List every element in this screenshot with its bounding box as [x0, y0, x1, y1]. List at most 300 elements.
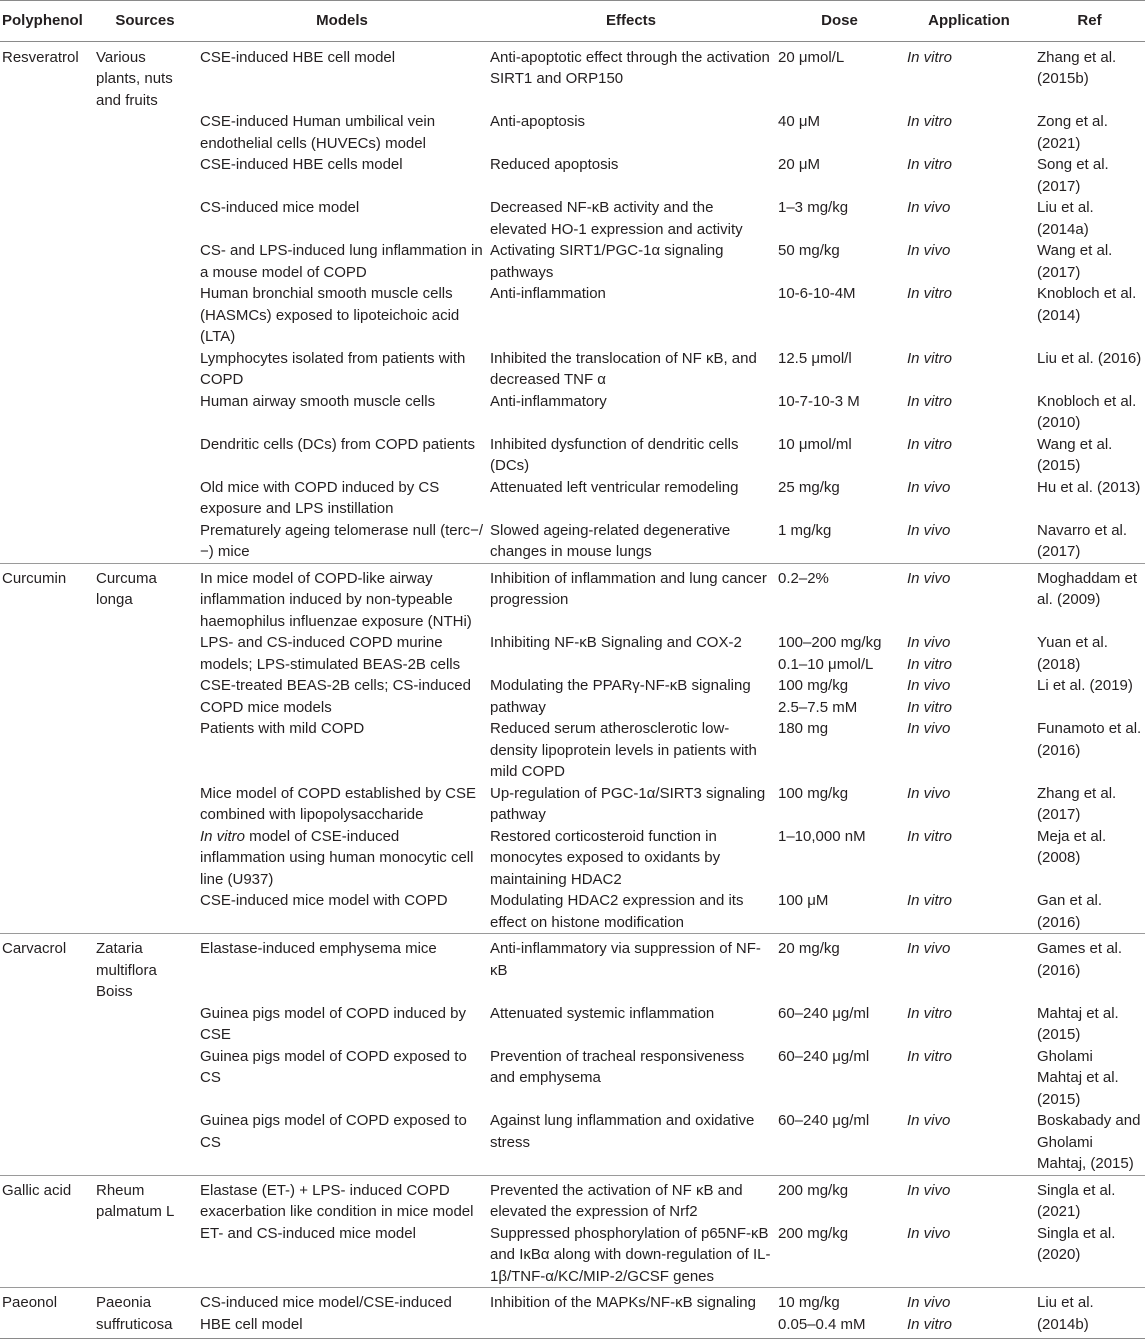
- cell-polyphenol: [0, 1223, 93, 1288]
- cell-polyphenol: [0, 477, 93, 520]
- sources-text: Paeonia suffruticosa: [96, 1294, 173, 1333]
- cell-model: [197, 632, 487, 675]
- cell-sources: [93, 154, 197, 197]
- cell-polyphenol: [0, 348, 93, 391]
- ref-text: Mahtaj et al. (2015): [1037, 1004, 1119, 1043]
- cell-dose: [775, 434, 904, 477]
- application-value: In vitro: [907, 113, 953, 130]
- application-value: In vitro: [907, 48, 953, 66]
- cell-effect: [487, 783, 775, 826]
- ref-text: Gan et al. (2016): [1037, 892, 1103, 931]
- cell-sources: [93, 675, 197, 718]
- table-row: [0, 826, 1145, 891]
- cell-effect: [487, 111, 775, 154]
- dose-value: 10 mg/kg: [778, 1294, 840, 1311]
- table-row: [0, 563, 1145, 632]
- cell-effect: [487, 563, 775, 632]
- cell-effect: [487, 197, 775, 240]
- sources-text: Zataria multiflora Boiss: [96, 940, 157, 1000]
- dose-value: 100–200 mg/kg: [778, 634, 882, 651]
- ref-text: Boskabady and Gholami Mahtaj, (2015): [1037, 1112, 1141, 1172]
- cell-effect: [487, 1288, 775, 1339]
- cell-dose: [775, 1046, 904, 1111]
- cell-dose: [775, 197, 904, 240]
- cell-dose: [775, 1175, 904, 1223]
- cell-application: [904, 240, 1034, 283]
- application-value: In vitro: [907, 1047, 953, 1065]
- cell-dose: [775, 1288, 904, 1339]
- table-row: [0, 1046, 1145, 1111]
- ref-text: Funamoto et al. (2016): [1037, 720, 1142, 759]
- ref-text: Liu et al. (2014a): [1037, 199, 1094, 238]
- dose-value: 1–3 mg/kg: [778, 199, 849, 216]
- header-application: Application: [904, 1, 1034, 42]
- cell-dose: [775, 391, 904, 434]
- dose-value: 20 mg/kg: [778, 940, 840, 957]
- header-effects: Effects: [487, 1, 775, 42]
- effect-text: Anti-apoptosis: [490, 113, 586, 130]
- table-row: [0, 154, 1145, 197]
- cell-sources: [93, 1223, 197, 1288]
- cell-sources: [93, 718, 197, 783]
- model-text: Guinea pigs model of COPD induced by CSE: [200, 1004, 466, 1043]
- model-text: CSE-induced Human umbilical vein endothelial cells (HUVECs) model: [200, 113, 436, 152]
- application-value: In vitro: [907, 1004, 953, 1022]
- model-text: Guinea pigs model of COPD exposed to CS: [200, 1112, 467, 1151]
- polyphenol-text: Carvacrol: [2, 940, 67, 957]
- cell-ref: [1034, 1046, 1145, 1111]
- cell-ref: [1034, 890, 1145, 934]
- cell-dose: [775, 934, 904, 1003]
- cell-dose: [775, 1223, 904, 1288]
- application-value: In vivo: [907, 634, 951, 651]
- cell-sources: [93, 1003, 197, 1046]
- model-text: LPS- and CS-induced COPD murine models; LPS-stimulated BEAS-2B cells: [200, 634, 461, 673]
- model-text: CS- and LPS-induced lung inflammation in a mouse model of COPD: [200, 242, 483, 281]
- cell-ref: [1034, 1003, 1145, 1046]
- table-row: [0, 240, 1145, 283]
- model-text: Mice model of COPD established by CSE combined with lipopolysaccharide: [200, 784, 476, 823]
- cell-sources: [93, 520, 197, 564]
- ref-text: Knobloch et al. (2014): [1037, 285, 1137, 324]
- cell-sources: [93, 283, 197, 348]
- application-value: In vitro: [907, 1315, 953, 1333]
- cell-application: [904, 890, 1034, 934]
- sources-text: Rheum palmatum L: [96, 1181, 175, 1220]
- cell-dose: [775, 477, 904, 520]
- dose-value: 10 μmol/ml: [778, 435, 852, 453]
- cell-polyphenol: [0, 1175, 93, 1223]
- cell-sources: [93, 111, 197, 154]
- cell-application: [904, 391, 1034, 434]
- cell-dose: [775, 826, 904, 891]
- header-models: Models: [197, 1, 487, 42]
- cell-dose: [775, 718, 904, 783]
- cell-effect: [487, 1223, 775, 1288]
- dose-value: 20 μmol/L: [778, 48, 845, 66]
- dose-value: 180 mg: [778, 720, 829, 737]
- cell-polyphenol: [0, 197, 93, 240]
- cell-model: [197, 434, 487, 477]
- cell-ref: [1034, 391, 1145, 434]
- cell-effect: [487, 41, 775, 111]
- application-value: In vitro: [907, 698, 953, 716]
- cell-ref: [1034, 111, 1145, 154]
- model-text: Dendritic cells (DCs) from COPD patients: [200, 435, 476, 453]
- cell-ref: [1034, 934, 1145, 1003]
- cell-sources: [93, 1175, 197, 1223]
- cell-model: [197, 1003, 487, 1046]
- cell-model: [197, 890, 487, 934]
- effect-text: Decreased NF-κB activity and the elevated HO-1 expression and activity: [490, 199, 743, 238]
- cell-polyphenol: [0, 934, 93, 1003]
- cell-sources: [93, 240, 197, 283]
- application-value: In vivo: [907, 1224, 951, 1242]
- cell-application: [904, 477, 1034, 520]
- dose-value: 20 μM: [778, 156, 820, 173]
- table-row: [0, 283, 1145, 348]
- model-text: In mice model of COPD-like airway inflammation induced by non-typeable haemophilus influenzae exposure (NTHi): [200, 569, 472, 630]
- effect-text: Anti-inflammatory: [490, 392, 607, 410]
- cell-application: [904, 718, 1034, 783]
- model-text: CS-induced mice model/CSE-induced HBE cell model: [200, 1294, 452, 1333]
- cell-model: [197, 520, 487, 564]
- ref-text: Zong et al. (2021): [1037, 113, 1108, 152]
- cell-polyphenol: [0, 1003, 93, 1046]
- dose-value: 1 mg/kg: [778, 521, 832, 539]
- cell-ref: [1034, 783, 1145, 826]
- cell-sources: [93, 41, 197, 111]
- cell-sources: [93, 890, 197, 934]
- effect-text: Inhibiting NF-κB Signaling and COX-2: [490, 634, 742, 651]
- dose-value: 10-7-10-3 M: [778, 392, 860, 410]
- cell-application: [904, 826, 1034, 891]
- cell-dose: [775, 41, 904, 111]
- cell-ref: [1034, 1223, 1145, 1288]
- dose-value: 50 mg/kg: [778, 242, 840, 259]
- ref-text: Song et al. (2017): [1037, 156, 1109, 195]
- header-ref: Ref: [1034, 1, 1145, 42]
- application-value: In vivo: [907, 1294, 951, 1311]
- effect-text: Anti-inflammation: [490, 285, 606, 302]
- dose-value: 100 mg/kg: [778, 784, 849, 802]
- effect-text: Attenuated left ventricular remodeling: [490, 478, 739, 496]
- dose-value: 200 mg/kg: [778, 1181, 849, 1199]
- cell-polyphenol: [0, 154, 93, 197]
- application-value: In vivo: [907, 940, 951, 957]
- model-italic-text: In vitro: [200, 827, 246, 845]
- cell-application: [904, 111, 1034, 154]
- cell-application: [904, 520, 1034, 564]
- cell-model: [197, 783, 487, 826]
- cell-polyphenol: [0, 1110, 93, 1175]
- effect-text: Prevented the activation of NF κB and elevated the expression of Nrf2: [490, 1181, 743, 1220]
- effect-text: Inhibition of the MAPKs/NF-κB signaling: [490, 1294, 756, 1311]
- polyphenol-text: Paeonol: [2, 1294, 58, 1311]
- cell-application: [904, 934, 1034, 1003]
- cell-effect: [487, 1046, 775, 1111]
- cell-ref: [1034, 1175, 1145, 1223]
- table-row: [0, 783, 1145, 826]
- dose-value: 200 mg/kg: [778, 1224, 849, 1242]
- application-value: In vivo: [907, 199, 951, 216]
- cell-sources: [93, 1110, 197, 1175]
- table-header: [0, 1, 1145, 42]
- model-text: Elastase (ET-) + LPS- induced COPD exacerbation like condition in mice model: [200, 1181, 474, 1220]
- application-value: In vitro: [907, 156, 953, 173]
- polyphenol-text: Resveratrol: [2, 48, 79, 66]
- cell-dose: [775, 1003, 904, 1046]
- model-text: Human airway smooth muscle cells: [200, 392, 436, 410]
- application-value: In vivo: [907, 784, 951, 802]
- effect-text: Modulating the PPARγ-NF-κB signaling pathway: [490, 677, 751, 716]
- cell-effect: [487, 934, 775, 1003]
- cell-model: [197, 240, 487, 283]
- effect-text: Reduced apoptosis: [490, 156, 619, 173]
- effect-text: Up-regulation of PGC-1α/SIRT3 signaling pathway: [490, 784, 766, 823]
- dose-value: 60–240 μg/ml: [778, 1112, 870, 1129]
- cell-ref: [1034, 675, 1145, 718]
- cell-polyphenol: [0, 890, 93, 934]
- dose-value: 60–240 μg/ml: [778, 1004, 870, 1022]
- cell-application: [904, 783, 1034, 826]
- effect-text: Modulating HDAC2 expression and its effect on histone modification: [490, 892, 744, 931]
- model-text: Old mice with COPD induced by CS exposure and LPS instillation: [200, 478, 440, 517]
- cell-effect: [487, 1175, 775, 1223]
- cell-application: [904, 41, 1034, 111]
- application-value: In vivo: [907, 677, 951, 694]
- cell-application: [904, 283, 1034, 348]
- table-row: [0, 477, 1145, 520]
- cell-polyphenol: [0, 391, 93, 434]
- cell-effect: [487, 826, 775, 891]
- sources-text: Various plants, nuts and fruits: [96, 48, 173, 109]
- table-body: [0, 41, 1145, 1339]
- table-row: [0, 1288, 1145, 1339]
- table-row: [0, 890, 1145, 934]
- polyphenol-text: Gallic acid: [2, 1181, 72, 1199]
- ref-text: Moghaddam et al. (2009): [1037, 569, 1138, 608]
- cell-model: [197, 111, 487, 154]
- cell-model: [197, 1288, 487, 1339]
- cell-application: [904, 1003, 1034, 1046]
- application-value: In vitro: [907, 892, 953, 909]
- cell-sources: [93, 934, 197, 1003]
- cell-ref: [1034, 718, 1145, 783]
- effect-text: Against lung inflammation and oxidative stress: [490, 1112, 755, 1151]
- table-row: [0, 434, 1145, 477]
- dose-value: 100 mg/kg: [778, 677, 849, 694]
- dose-value: 100 μM: [778, 892, 829, 909]
- cell-ref: [1034, 632, 1145, 675]
- table-row: [0, 632, 1145, 675]
- model-text: Human bronchial smooth muscle cells (HASMCs) exposed to lipoteichoic acid (LTA): [200, 285, 460, 345]
- dose-value: 0.1–10 μmol/L: [778, 655, 874, 673]
- cell-effect: [487, 283, 775, 348]
- cell-ref: [1034, 520, 1145, 564]
- dose-value: 0.2–2%: [778, 569, 829, 587]
- table-row: [0, 934, 1145, 1003]
- ref-text: Singla et al. (2021): [1037, 1181, 1116, 1220]
- cell-application: [904, 154, 1034, 197]
- cell-application: [904, 632, 1034, 675]
- application-value: In vivo: [907, 478, 951, 496]
- table-row: [0, 348, 1145, 391]
- cell-dose: [775, 632, 904, 675]
- cell-model: [197, 1223, 487, 1288]
- ref-text: Wang et al. (2015): [1037, 435, 1113, 474]
- cell-effect: [487, 154, 775, 197]
- cell-ref: [1034, 477, 1145, 520]
- table-row: [0, 1175, 1145, 1223]
- application-value: In vitro: [907, 827, 953, 845]
- cell-effect: [487, 632, 775, 675]
- ref-text: Knobloch et al. (2010): [1037, 392, 1137, 431]
- application-value: In vitro: [907, 349, 953, 367]
- cell-dose: [775, 1110, 904, 1175]
- model-text: CSE-induced HBE cells model: [200, 156, 403, 173]
- model-text: CSE-treated BEAS-2B cells; CS-induced COPD mice models: [200, 677, 471, 716]
- ref-text: Yuan et al. (2018): [1037, 634, 1108, 673]
- table-row: [0, 520, 1145, 564]
- cell-ref: [1034, 826, 1145, 891]
- cell-effect: [487, 1110, 775, 1175]
- cell-polyphenol: [0, 675, 93, 718]
- header-dose: Dose: [775, 1, 904, 42]
- dose-value: 1–10,000 nM: [778, 827, 866, 845]
- cell-dose: [775, 348, 904, 391]
- cell-ref: [1034, 348, 1145, 391]
- application-value: In vitro: [907, 655, 953, 673]
- application-value: In vivo: [907, 521, 951, 539]
- model-text: CS-induced mice model: [200, 199, 360, 216]
- table-row: [0, 111, 1145, 154]
- dose-value: 0.05–0.4 mM: [778, 1315, 866, 1333]
- cell-model: [197, 1175, 487, 1223]
- effect-text: Inhibited dysfunction of dendritic cells (DCs): [490, 435, 739, 474]
- cell-dose: [775, 154, 904, 197]
- cell-model: [197, 41, 487, 111]
- cell-ref: [1034, 154, 1145, 197]
- effect-text: Suppressed phosphorylation of p65NF-κB and IκBα along with down-regulation of IL-1β/TNF-α/KC/MIP-2/GCSF genes: [490, 1224, 771, 1285]
- cell-effect: [487, 675, 775, 718]
- cell-ref: [1034, 41, 1145, 111]
- effect-text: Inhibition of inflammation and lung cancer progression: [490, 569, 767, 608]
- model-text: CSE-induced HBE cell model: [200, 48, 396, 66]
- table-row: [0, 675, 1145, 718]
- cell-sources: [93, 563, 197, 632]
- effect-text: Slowed ageing-related degenerative changes in mouse lungs: [490, 521, 731, 560]
- cell-ref: [1034, 434, 1145, 477]
- ref-text: Zhang et al. (2017): [1037, 784, 1117, 823]
- cell-ref: [1034, 1110, 1145, 1175]
- cell-ref: [1034, 563, 1145, 632]
- ref-text: Li et al. (2019): [1037, 677, 1133, 694]
- polyphenol-text: Curcumin: [2, 569, 67, 587]
- cell-model: [197, 154, 487, 197]
- application-value: In vitro: [907, 435, 953, 453]
- cell-application: [904, 1223, 1034, 1288]
- cell-dose: [775, 890, 904, 934]
- cell-polyphenol: [0, 434, 93, 477]
- cell-effect: [487, 520, 775, 564]
- cell-polyphenol: [0, 1046, 93, 1111]
- cell-application: [904, 348, 1034, 391]
- application-value: In vivo: [907, 720, 951, 737]
- cell-dose: [775, 675, 904, 718]
- model-text: model of CSE-induced inflammation using human monocytic cell line (U937): [200, 827, 474, 888]
- header-sources: Sources: [93, 1, 197, 42]
- cell-model: [197, 1046, 487, 1111]
- table-row: [0, 1003, 1145, 1046]
- cell-dose: [775, 283, 904, 348]
- cell-polyphenol: [0, 783, 93, 826]
- table-row: [0, 718, 1145, 783]
- effect-text: Inhibited the translocation of NF κB, and decreased TNF α: [490, 349, 757, 388]
- cell-sources: [93, 434, 197, 477]
- cell-model: [197, 348, 487, 391]
- cell-sources: [93, 197, 197, 240]
- cell-effect: [487, 718, 775, 783]
- cell-polyphenol: [0, 718, 93, 783]
- effect-text: Prevention of tracheal responsiveness and emphysema: [490, 1047, 745, 1086]
- ref-text: Liu et al. (2016): [1037, 349, 1142, 367]
- model-text: Elastase-induced emphysema mice: [200, 940, 437, 957]
- cell-polyphenol: [0, 632, 93, 675]
- ref-text: Wang et al. (2017): [1037, 242, 1113, 281]
- application-value: In vitro: [907, 392, 953, 410]
- cell-ref: [1034, 197, 1145, 240]
- cell-polyphenol: [0, 111, 93, 154]
- table-row: [0, 197, 1145, 240]
- effect-text: Attenuated systemic inflammation: [490, 1004, 715, 1022]
- cell-polyphenol: [0, 563, 93, 632]
- cell-application: [904, 197, 1034, 240]
- model-text: Lymphocytes isolated from patients with COPD: [200, 349, 466, 388]
- cell-effect: [487, 348, 775, 391]
- dose-value: 12.5 μmol/l: [778, 349, 852, 367]
- sources-text: Curcuma longa: [96, 569, 157, 608]
- table-row: [0, 1110, 1145, 1175]
- cell-dose: [775, 520, 904, 564]
- effect-text: Restored corticosteroid function in monocytes exposed to oxidants by maintaining HDAC2: [490, 827, 721, 888]
- application-value: In vivo: [907, 1181, 951, 1199]
- dose-value: 60–240 μg/ml: [778, 1047, 870, 1065]
- effect-text: Activating SIRT1/PGC-1α signaling pathways: [490, 242, 724, 281]
- cell-dose: [775, 240, 904, 283]
- cell-model: [197, 391, 487, 434]
- cell-model: [197, 283, 487, 348]
- cell-sources: [93, 826, 197, 891]
- dose-value: 2.5–7.5 mM: [778, 698, 858, 716]
- cell-polyphenol: [0, 1288, 93, 1339]
- ref-text: Games et al. (2016): [1037, 940, 1123, 979]
- cell-ref: [1034, 1288, 1145, 1339]
- cell-effect: [487, 890, 775, 934]
- cell-ref: [1034, 240, 1145, 283]
- cell-model: [197, 477, 487, 520]
- application-value: In vivo: [907, 242, 951, 259]
- ref-text: Liu et al. (2014b): [1037, 1294, 1094, 1333]
- cell-application: [904, 675, 1034, 718]
- cell-ref: [1034, 283, 1145, 348]
- cell-sources: [93, 348, 197, 391]
- cell-polyphenol: [0, 41, 93, 111]
- cell-model: [197, 826, 487, 891]
- table-row: [0, 391, 1145, 434]
- table-row: [0, 1223, 1145, 1288]
- cell-application: [904, 434, 1034, 477]
